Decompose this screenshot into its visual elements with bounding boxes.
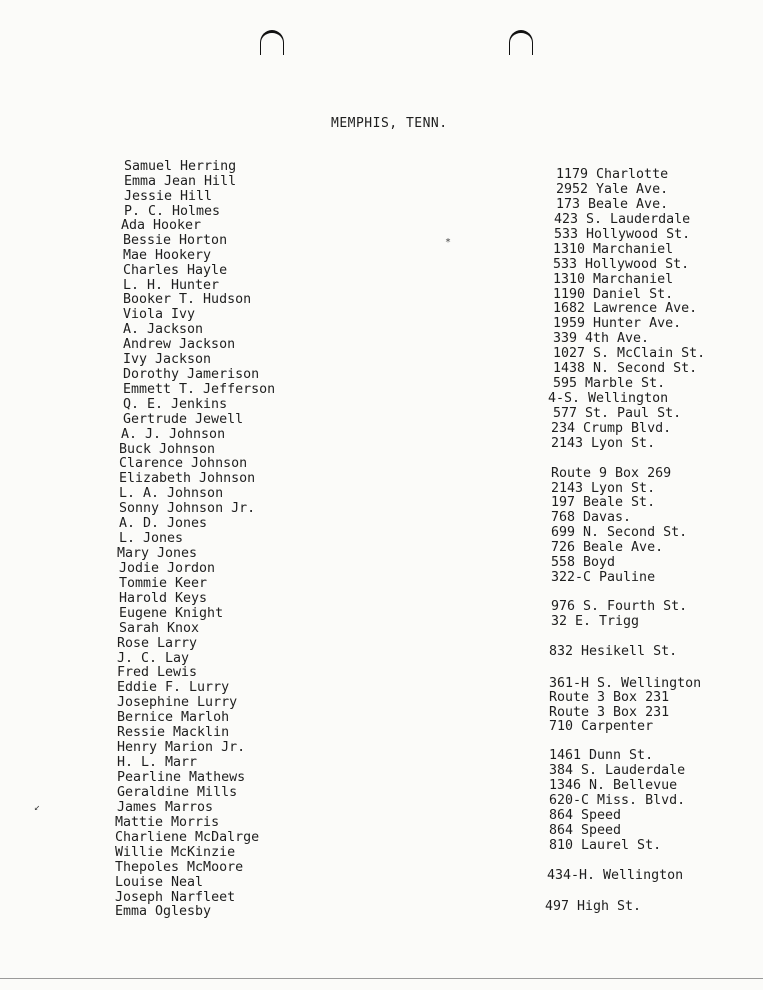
address-entry: 864 Speed <box>549 823 622 838</box>
name-entry: Josephine Lurry <box>117 695 238 710</box>
name-entry: Jessie Hill <box>124 189 213 204</box>
address-entry: 1682 Lawrence Ave. <box>553 301 698 316</box>
address-entry: 558 Boyd <box>551 555 616 570</box>
address-entry: 4-S. Wellington <box>548 391 669 406</box>
page-bottom-edge <box>0 978 763 979</box>
address-entry: 710 Carpenter <box>549 719 654 734</box>
address-entry: 173 Beale Ave. <box>556 197 669 212</box>
address-entry: 810 Laurel St. <box>549 838 662 853</box>
address-entry: 1461 Dunn St. <box>549 748 654 763</box>
name-entry: Emmett T. Jefferson <box>123 382 276 397</box>
name-entry: Dorothy Jamerison <box>123 367 260 382</box>
address-entry: 1346 N. Bellevue <box>549 778 678 793</box>
address-entry: 1959 Hunter Ave. <box>553 316 682 331</box>
name-entry: James Marros <box>117 800 214 815</box>
name-entry: Booker T. Hudson <box>123 292 252 307</box>
stray-mark: ↙ <box>34 802 41 813</box>
name-entry: Bernice Marloh <box>117 710 230 725</box>
name-entry: Andrew Jackson <box>123 337 236 352</box>
stray-mark: * <box>445 237 452 248</box>
address-entry: 384 S. Lauderdale <box>549 763 686 778</box>
address-entry: 1310 Marchaniel <box>553 272 674 287</box>
address-entry: 832 Hesikell St. <box>549 644 678 659</box>
name-entry: Joseph Narfleet <box>115 890 236 905</box>
name-entry: Ressie Macklin <box>117 725 230 740</box>
address-entry: 434-H. Wellington <box>547 868 684 883</box>
name-entry: Mary Jones <box>117 546 198 561</box>
name-entry: Tommie Keer <box>119 576 208 591</box>
address-entry: 620-C Miss. Blvd. <box>549 793 686 808</box>
name-entry: Eddie F. Lurry <box>117 680 230 695</box>
address-entry: 533 Hollywood St. <box>553 257 690 272</box>
address-entry: 2143 Lyon St. <box>551 481 656 496</box>
address-entry: 976 S. Fourth St. <box>551 599 688 614</box>
name-entry: Q. E. Jenkins <box>123 397 228 412</box>
name-entry: Jodie Jordon <box>119 561 216 576</box>
name-entry: L. H. Hunter <box>123 278 220 293</box>
address-entry: 497 High St. <box>545 899 642 914</box>
address-entry: 577 St. Paul St. <box>553 406 682 421</box>
name-entry: A. D. Jones <box>119 516 208 531</box>
name-entry: H. L. Marr <box>117 755 198 770</box>
name-entry: A. J. Johnson <box>121 427 226 442</box>
name-entry: Henry Marion Jr. <box>117 740 246 755</box>
address-entry: 699 N. Second St. <box>551 525 688 540</box>
name-entry: Bessie Horton <box>123 233 228 248</box>
name-entry: Rose Larry <box>117 636 198 651</box>
name-entry: Pearline Mathews <box>117 770 246 785</box>
name-entry: Mae Hookery <box>123 248 212 263</box>
name-entry: Emma Jean Hill <box>124 174 237 189</box>
name-entry: Fred Lewis <box>117 665 198 680</box>
name-entry: Emma Oglesby <box>115 904 212 919</box>
name-entry: Gertrude Jewell <box>123 412 244 427</box>
name-entry: Charliene McDalrge <box>115 830 260 845</box>
page-title: MEMPHIS, TENN. <box>331 116 448 131</box>
address-entry: Route 3 Box 231 <box>549 690 670 705</box>
address-entry: 726 Beale Ave. <box>551 540 664 555</box>
name-entry: Ivy Jackson <box>123 352 212 367</box>
name-entry: J. C. Lay <box>117 651 190 666</box>
name-entry: Samuel Herring <box>124 159 237 174</box>
address-entry: 197 Beale St. <box>551 495 656 510</box>
name-entry: Ada Hooker <box>121 218 202 233</box>
address-entry: 32 E. Trigg <box>551 614 640 629</box>
name-entry: P. C. Holmes <box>124 204 221 219</box>
address-entry: 533 Hollywood St. <box>554 227 691 242</box>
name-entry: Mattie Morris <box>115 815 220 830</box>
binder-hole-mark-left <box>260 30 284 55</box>
name-entry: Clarence Johnson <box>119 456 248 471</box>
address-entry: 864 Speed <box>549 808 622 823</box>
name-entry: L. A. Johnson <box>119 486 224 501</box>
address-entry: 322-C Pauline <box>551 570 656 585</box>
address-entry: 595 Marble St. <box>553 376 666 391</box>
name-entry: Louise Neal <box>115 875 204 890</box>
name-entry: L. Jones <box>119 531 184 546</box>
address-entry: 1190 Daniel St. <box>553 287 674 302</box>
address-entry: 423 S. Lauderdale <box>554 212 691 227</box>
name-entry: Buck Johnson <box>119 442 216 457</box>
address-entry: Route 3 Box 231 <box>549 705 670 720</box>
address-entry: 1027 S. McClain St. <box>553 346 706 361</box>
address-entry: 2952 Yale Ave. <box>556 182 669 197</box>
address-entry: 768 Davas. <box>551 510 632 525</box>
name-entry: Sonny Johnson Jr. <box>119 501 256 516</box>
address-entry: 339 4th Ave. <box>553 331 650 346</box>
name-entry: Thepoles McMoore <box>115 860 244 875</box>
address-entry: 1438 N. Second St. <box>553 361 698 376</box>
name-entry: Harold Keys <box>119 591 208 606</box>
name-entry: Willie McKinzie <box>115 845 236 860</box>
address-entry: 1310 Marchaniel <box>553 242 674 257</box>
name-entry: Charles Hayle <box>123 263 228 278</box>
address-entry: 361-H S. Wellington <box>549 676 702 691</box>
name-entry: Sarah Knox <box>119 621 200 636</box>
address-entry: Route 9 Box 269 <box>551 466 672 481</box>
address-entry: 234 Crump Blvd. <box>551 421 672 436</box>
name-entry: A. Jackson <box>123 322 204 337</box>
name-entry: Geraldine Mills <box>117 785 238 800</box>
address-entry: 1179 Charlotte <box>556 167 669 182</box>
address-entry: 2143 Lyon St. <box>551 436 656 451</box>
name-entry: Eugene Knight <box>119 606 224 621</box>
binder-hole-mark-right <box>509 30 533 55</box>
name-entry: Elizabeth Johnson <box>119 471 256 486</box>
name-entry: Viola Ivy <box>123 307 196 322</box>
